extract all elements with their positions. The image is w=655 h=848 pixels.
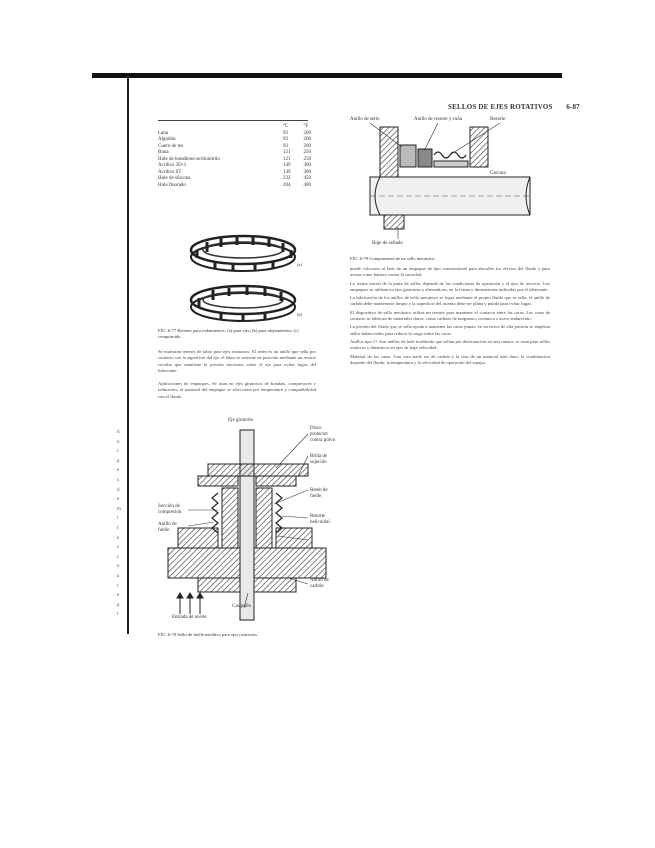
left-paragraph-1: Se muestran retenes de labio para ejes rotatorios. El retén es un anillo que sella por contacto con la superficie del eje; el labio se sostiene en posición mediante un resorte circular que mantiene la presión necesaria sobre el eje para evitar fugas del lubricante. [158, 349, 316, 373]
margin-mark: t [117, 525, 119, 531]
figure-mechanical-seal [350, 115, 550, 255]
figure2-caption: FIG. 6-78 Sello de fuelle metálico para ejes rotatorios. [158, 632, 259, 637]
figure3-label-housing: Carcasa [490, 171, 506, 176]
table-row [158, 183, 314, 190]
right-paragraph-5: La presión del fluido que se sella ayuda a mantener las caras juntas; en servicios de alta presión se emplean sellos balanceados para reducir la carga sobre las caras. [350, 324, 550, 336]
margin-mark: p [117, 602, 120, 608]
margin-mark: e [117, 535, 120, 541]
right-paragraph-2: La forma inicial de la parte de sellos depende de las condiciones de operación y el tipo de servicio. Los empaques se utilizan en ejes giratorios y alternativos, en la forma y dimensiones indicadas por el fabricante. [350, 280, 550, 292]
figure3-caption: FIG. 6-79 Componentes de un sello mecánico. [350, 256, 436, 261]
running-title: SELLOS DE EJES ROTATIVOS [448, 103, 553, 111]
table-cell: 121 [282, 150, 291, 155]
table-cell: Hule de silicona [158, 176, 191, 181]
margin-mark: e [117, 593, 120, 599]
table-rule [158, 120, 308, 121]
margin-mark: p [117, 458, 120, 464]
right-paragraph-1: puede colocarse al lado de un empaque de tipo convencional para absorber los efectos del fluido y para actuar como barrera contra la suciedad. [350, 266, 550, 278]
margin-mark: d [117, 487, 120, 493]
table-cell: 250 [303, 150, 311, 155]
table-cell: Acrílico 3D-3 [158, 163, 186, 168]
table-cell: Hule fluorado [158, 182, 186, 188]
running-header [448, 103, 580, 111]
table-cell: 450 [303, 176, 311, 181]
figure2-label-compression: Sección de compresión [158, 504, 182, 516]
figure1-label-b: (b) [297, 312, 303, 317]
page-number: 6-87 [566, 103, 580, 111]
margin-mark: r [117, 583, 119, 589]
figure2-label-oil-inlet: Entrada de aceite [172, 615, 207, 620]
figure2-label-spring: Resorte helicoidal [310, 514, 330, 526]
right-column-text [350, 266, 550, 366]
left-margin-marks [117, 430, 127, 622]
figure2-label-bellows-ring: Anillo de fuelle [158, 522, 177, 534]
table-cell: Hule de butadieno-acrilonitrilo [158, 156, 220, 162]
table-cell: 200 [303, 130, 311, 136]
table-cell: 121 [282, 156, 291, 162]
right-paragraph-6: Anillos tipo O. Son anillos de hule moldeado que sellan por deformación en una ranura; se usan para sellos estáticos y dinámicos en ejes de baja velocidad. [350, 338, 550, 351]
table-cell: Lana [158, 130, 168, 136]
margin-mark: m [117, 506, 121, 512]
right-paragraph-4: El dispositivo de sello mecánico utiliza un resorte para mantener el contacto entre las caras. Las caras de contacto se fabrican de materiales duros, como carburo de tungsteno, cerámica o acero endurecido. [350, 309, 550, 322]
table-cell: Buna [158, 150, 169, 155]
figure2-label-bellows: Retén de fuelle [310, 488, 328, 500]
table-cell: 93 [282, 130, 288, 136]
figure2-label-bushing: Casquillo [232, 604, 252, 609]
table-cell: 93 [282, 143, 288, 149]
top-rule [92, 73, 562, 78]
table-cell: Cuero de res [158, 143, 184, 149]
table-cell: 204 [282, 182, 291, 188]
margin-mark: s [117, 545, 119, 551]
figure2-label-dust-disc: Disco protector contra polvo [310, 426, 336, 444]
table-cell: Acrílico ST [158, 169, 182, 175]
figure3-label-spring: Resorte [490, 117, 506, 122]
table-cell: 200 [303, 143, 311, 149]
temperature-table-block [158, 120, 314, 189]
margin-mark: i [117, 516, 119, 522]
table-cell: 300 [303, 163, 311, 168]
table-cell: 93 [282, 137, 288, 142]
right-paragraph-7: Material de las caras. Una cara suele ser de carbón y la otra de un material más duro; la combinación depende del fluido, la temperatura y la velocidad de operación del equipo. [350, 353, 550, 365]
figure-bellows-seal [158, 418, 338, 628]
binding-line [127, 74, 129, 634]
table-cell: 149 [282, 169, 291, 175]
margin-mark: c [117, 554, 120, 560]
margin-mark: a [117, 573, 120, 579]
figure1-caption: FIG. 6-77 Retenes para rodamientos: (a) para ejes; (b) para alojamientos; (c) comprimido. [158, 328, 299, 339]
margin-mark: c [117, 449, 120, 455]
margin-mark: n [117, 564, 120, 570]
table-cell: 232 [282, 176, 291, 181]
left-paragraph-2: Aplicaciones de empaques. Se usan en ejes giratorios de bombas, compresores y reductores; el material del empaque se selecciona por temperatura y compatibilidad con el fluido. [158, 381, 316, 399]
margin-mark: t [117, 612, 119, 618]
figure1-label-a: (a) [297, 262, 303, 267]
table-cell: 200 [303, 137, 311, 142]
table-cell: Algodón [158, 137, 176, 142]
mechanical-seal-drawing [350, 115, 550, 255]
figure3-label-spring-ring: Anillo de resorte y cuña [414, 117, 463, 122]
margin-mark: e [117, 468, 120, 474]
figure3-label-bushing: Buje de sellado [372, 241, 403, 246]
figure2-label-carbon-ring: Anillo de carbón [310, 578, 329, 590]
table-header-cell: °F [303, 124, 309, 129]
margin-mark: n [117, 439, 120, 445]
retainer-rings-drawing [185, 222, 310, 327]
table-cell: 400 [303, 182, 311, 188]
margin-mark: s [117, 477, 119, 483]
figure2-label-shaft: Eje giratorio [228, 418, 254, 423]
table-header-cell: °C [282, 124, 289, 129]
margin-mark: e [117, 497, 120, 503]
table-cell: 149 [282, 163, 291, 168]
right-paragraph-3: La lubricación de los anillos de sello mecánico se logra mediante el propio fluido que se sella; el anillo de carbón debe mantenerse limpio y la superficie del asiento debe ser plana y pulida para evitar fugas. [350, 295, 550, 307]
table-cell: 300 [303, 169, 311, 175]
figure2-label-clamp: Brida de sujeción [310, 454, 328, 466]
figure-bearing-retainers [185, 222, 310, 332]
figure3-label-seal-ring: Anillo de sello [350, 117, 380, 122]
margin-mark: ti [117, 430, 120, 435]
temperature-table [158, 124, 314, 189]
table-cell: 250 [303, 156, 311, 162]
